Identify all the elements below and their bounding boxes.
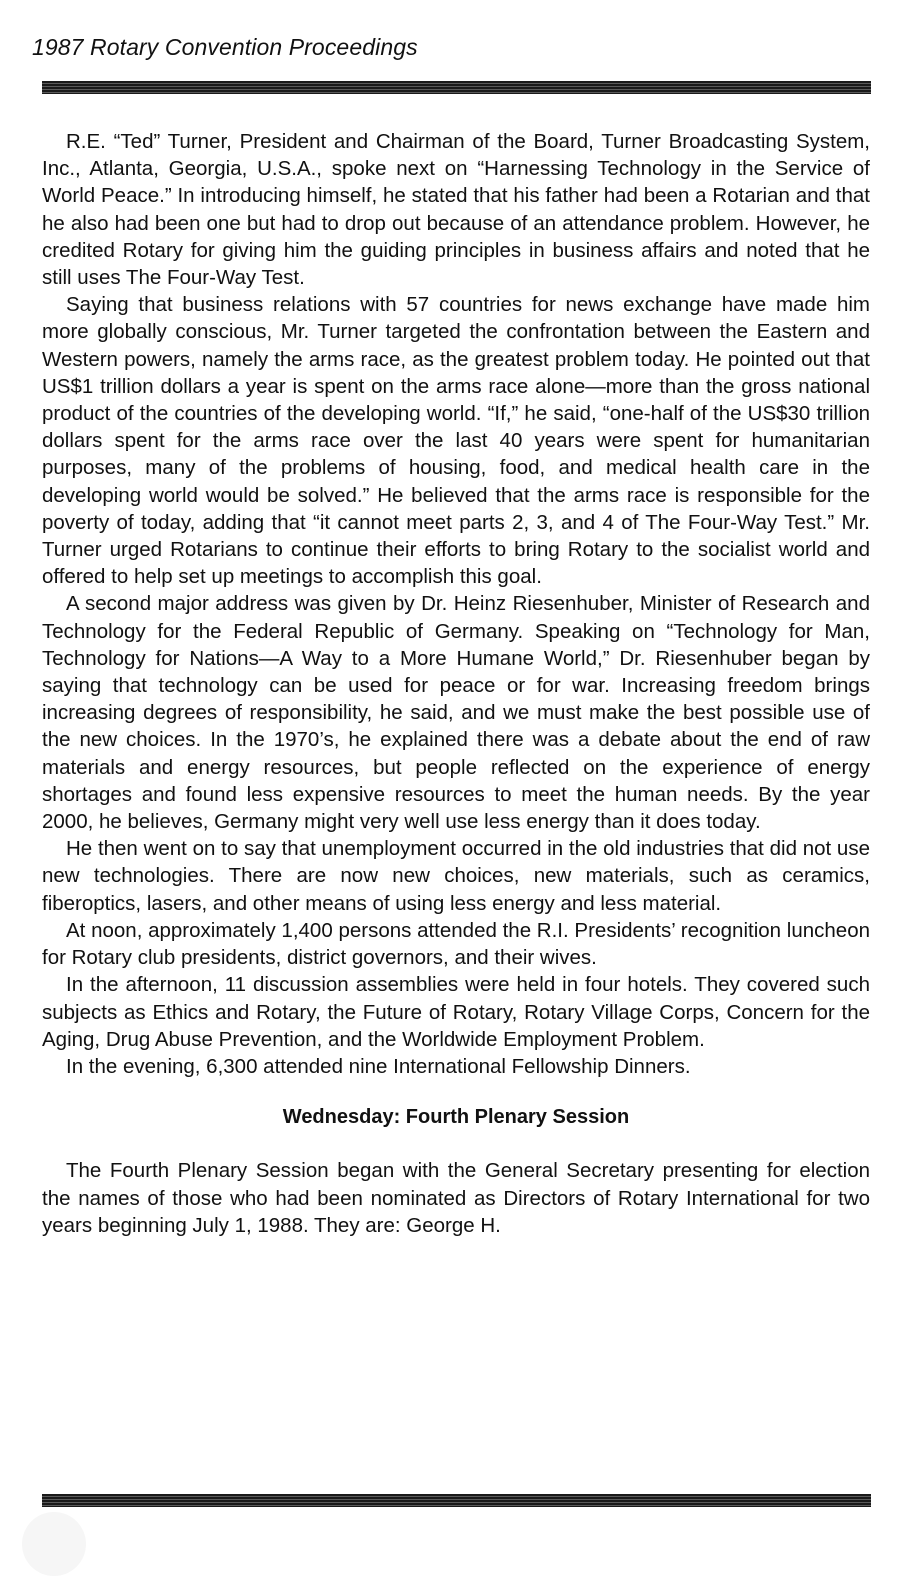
paragraph-fourth-plenary: The Fourth Plenary Session began with the General Secretary presenting for election the names of those who had been nominated as Directors of Rotary International for two years beginning July 1, 1988. They are: George H. bbox=[42, 1159, 870, 1237]
section-heading: Wednesday: Fourth Plenary Session bbox=[282, 1106, 630, 1129]
paragraph-unemployment: He then went on to say that unemployment occurred in the old industries that did not use new technologies. There are now new choices, new materials, such as ceramics, fiberoptics, lasers, and other means of using less energy and less material. bbox=[42, 837, 870, 915]
paragraph-arms-race: Saying that business relations with 57 countries for news exchange have made him more globally conscious, Mr. Turner targeted the confrontation between the Eastern and Western powers, namely the arms race, as the greatest problem today. He pointed out that US$1 trillion dollars a year is spent on the arms race alone—more than the gross national product of the countries of the developing world. “If,” he said, “one-half of the US$30 trillion dollars spent for the arms race over the last 40 years were spent for humanitarian purposes, many of the problems of housing, food, and medical health care in the developing world would be solved.” He believed that the arms race is responsible for the poverty of today, adding that “it cannot meet parts 2, 3, and 4 of The Four-Way Test.” Mr. Turner urged Rotarians to continue their efforts to bring Rotary to the socialist world and offered to help set up meetings to accomplish this goal. bbox=[42, 293, 870, 589]
paragraph-turner-intro: R.E. “Ted” Turner, President and Chairman of the Board, Turner Broadcasting System, Inc., Atlanta, Georgia, U.S.A., spoke next on “Harnessing Technology in the Service of World Peace.” In introducing himself, he stated that his father had been a Rotarian and that he also had been one but had to drop out because of an attendance problem. However, he credited Rotary for giving him the guiding principles in business affairs and noted that he still uses The Four-Way Test. bbox=[42, 130, 870, 290]
page-corner-shadow bbox=[22, 1512, 86, 1576]
paragraph-assemblies: In the afternoon, 11 discussion assemblies were held in four hotels. They covered such subjects as Ethics and Rotary, the Future of Rotary, Rotary Village Corps, Concern for the Aging, Drug Abuse Prevention, and the Worldwide Employment Problem. bbox=[42, 973, 870, 1051]
paragraph-luncheon: At noon, approximately 1,400 persons attended the R.I. Presidents’ recognition luncheon for Rotary club presidents, district governors, and their wives. bbox=[42, 918, 870, 970]
top-rule bbox=[42, 81, 871, 94]
bottom-rule bbox=[42, 1494, 871, 1507]
article-body bbox=[42, 128, 870, 1239]
paragraph-dinners: In the evening, 6,300 attended nine International Fellowship Dinners. bbox=[66, 1054, 691, 1078]
running-title: 1987 Rotary Convention Proceedings bbox=[32, 34, 418, 60]
paragraph-riesenhuber: A second major address was given by Dr. Heinz Riesenhuber, Minister of Research and Technology for the Federal Republic of Germany. Speaking on “Technology for Man, Technology for Nations—A Way to a More Humane World,” Dr. Riesenhuber began by saying that technology can be used for peace or for war. Increasing freedom brings increasing degrees of responsibility, he said, and we must make the best possible use of the new choices. In the 1970’s, he explained there was a debate about the end of raw materials and energy resources, but people reflected on the experience of energy shortages and found less expensive resources to meet the human needs. By the year 2000, he believes, Germany might very well use less energy than it does today. bbox=[42, 592, 870, 834]
